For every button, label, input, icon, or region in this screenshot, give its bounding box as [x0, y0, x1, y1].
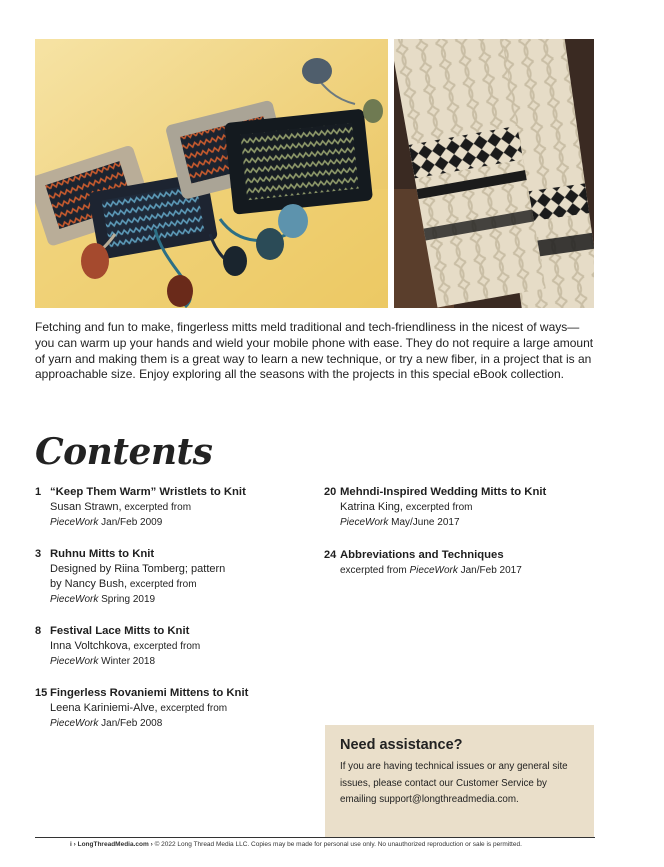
footer-copyright: © 2022 Long Thread Media LLC. Copies may be made for personal use only. No unauthorized reproduction or sale is permitted.	[154, 841, 522, 848]
intro-paragraph: Fetching and fun to make, fingerless mitts meld traditional and tech-friendliness in the nicest of ways—you can warm up your hands and wield your mobile phone with ease. They do not require a large amount of yarn and making them is a great way to learn a new technique, or try a new fiber, in a project that is an approachable size. Enjoy exploring all the seasons with the projects in this special eBook collection.	[35, 320, 594, 382]
toc-title: Festival Lace Mitts to Knit	[50, 625, 190, 637]
toc-item[interactable]	[35, 485, 305, 530]
footer-chevron-icon: ›	[150, 841, 153, 848]
toc-credit: Katrina King, excerpted from	[340, 501, 473, 513]
toc-credit: Leena Kariniemi-Alve, excerpted from	[50, 702, 228, 714]
toc-item[interactable]	[35, 547, 305, 607]
toc-title: Ruhnu Mitts to Knit	[50, 548, 155, 560]
toc-page-number: 20	[324, 486, 337, 498]
toc-source: excerpted from PieceWork Jan/Feb 2017	[340, 565, 522, 576]
footer-chevron-icon: ›	[73, 841, 76, 848]
toc-title: Abbreviations and Techniques	[340, 549, 504, 561]
footer-site-link[interactable]: LongThreadMedia.com	[77, 841, 149, 848]
toc-item[interactable]	[35, 686, 305, 731]
toc-source: PieceWork Jan/Feb 2009	[50, 517, 163, 528]
wristlets-illustration	[35, 39, 388, 308]
toc-right-column	[324, 485, 604, 596]
toc-credit: Designed by Riina Tomberg; pattern	[50, 563, 226, 575]
footer-divider	[35, 837, 595, 838]
toc-item[interactable]	[35, 624, 305, 669]
footer	[70, 841, 522, 848]
toc-credit: Susan Strawn, excerpted from	[50, 501, 192, 513]
toc-source: PieceWork Jan/Feb 2008	[50, 718, 163, 729]
toc-source: PieceWork Winter 2018	[50, 656, 156, 667]
assistance-body: If you are having technical issues or any general site issues, please contact our Customer Service by emailing support@longthreadmedia.com.	[340, 761, 568, 805]
toc-credit: Inna Voltchkova, excerpted from	[50, 640, 201, 652]
toc-item[interactable]	[324, 485, 604, 530]
toc-page-number: 3	[35, 548, 42, 560]
photo-colorwork-wristlets	[35, 39, 388, 308]
toc-page-number: 15	[35, 687, 48, 699]
toc-page-number: 1	[35, 486, 42, 498]
footer-page-number: i	[70, 841, 72, 848]
toc-left-column	[35, 485, 305, 748]
toc-page-number: 8	[35, 625, 42, 637]
toc-item[interactable]	[324, 548, 604, 578]
assistance-title: Need assistance?	[340, 737, 463, 753]
assistance-box	[325, 725, 594, 837]
toc-title: Fingerless Rovaniemi Mittens to Knit	[50, 687, 249, 699]
photo-cabled-mittens	[394, 39, 594, 308]
toc-credit-2: by Nancy Bush, excerpted from	[50, 578, 197, 590]
contents-heading: Contents	[35, 431, 213, 473]
toc-title: Mehndi-Inspired Wedding Mitts to Knit	[340, 486, 547, 498]
toc-page-number: 24	[324, 549, 337, 561]
toc-title: “Keep Them Warm” Wristlets to Knit	[50, 486, 246, 498]
toc-source: PieceWork May/June 2017	[340, 517, 460, 528]
toc-source: PieceWork Spring 2019	[50, 594, 156, 605]
mittens-illustration	[394, 39, 594, 308]
